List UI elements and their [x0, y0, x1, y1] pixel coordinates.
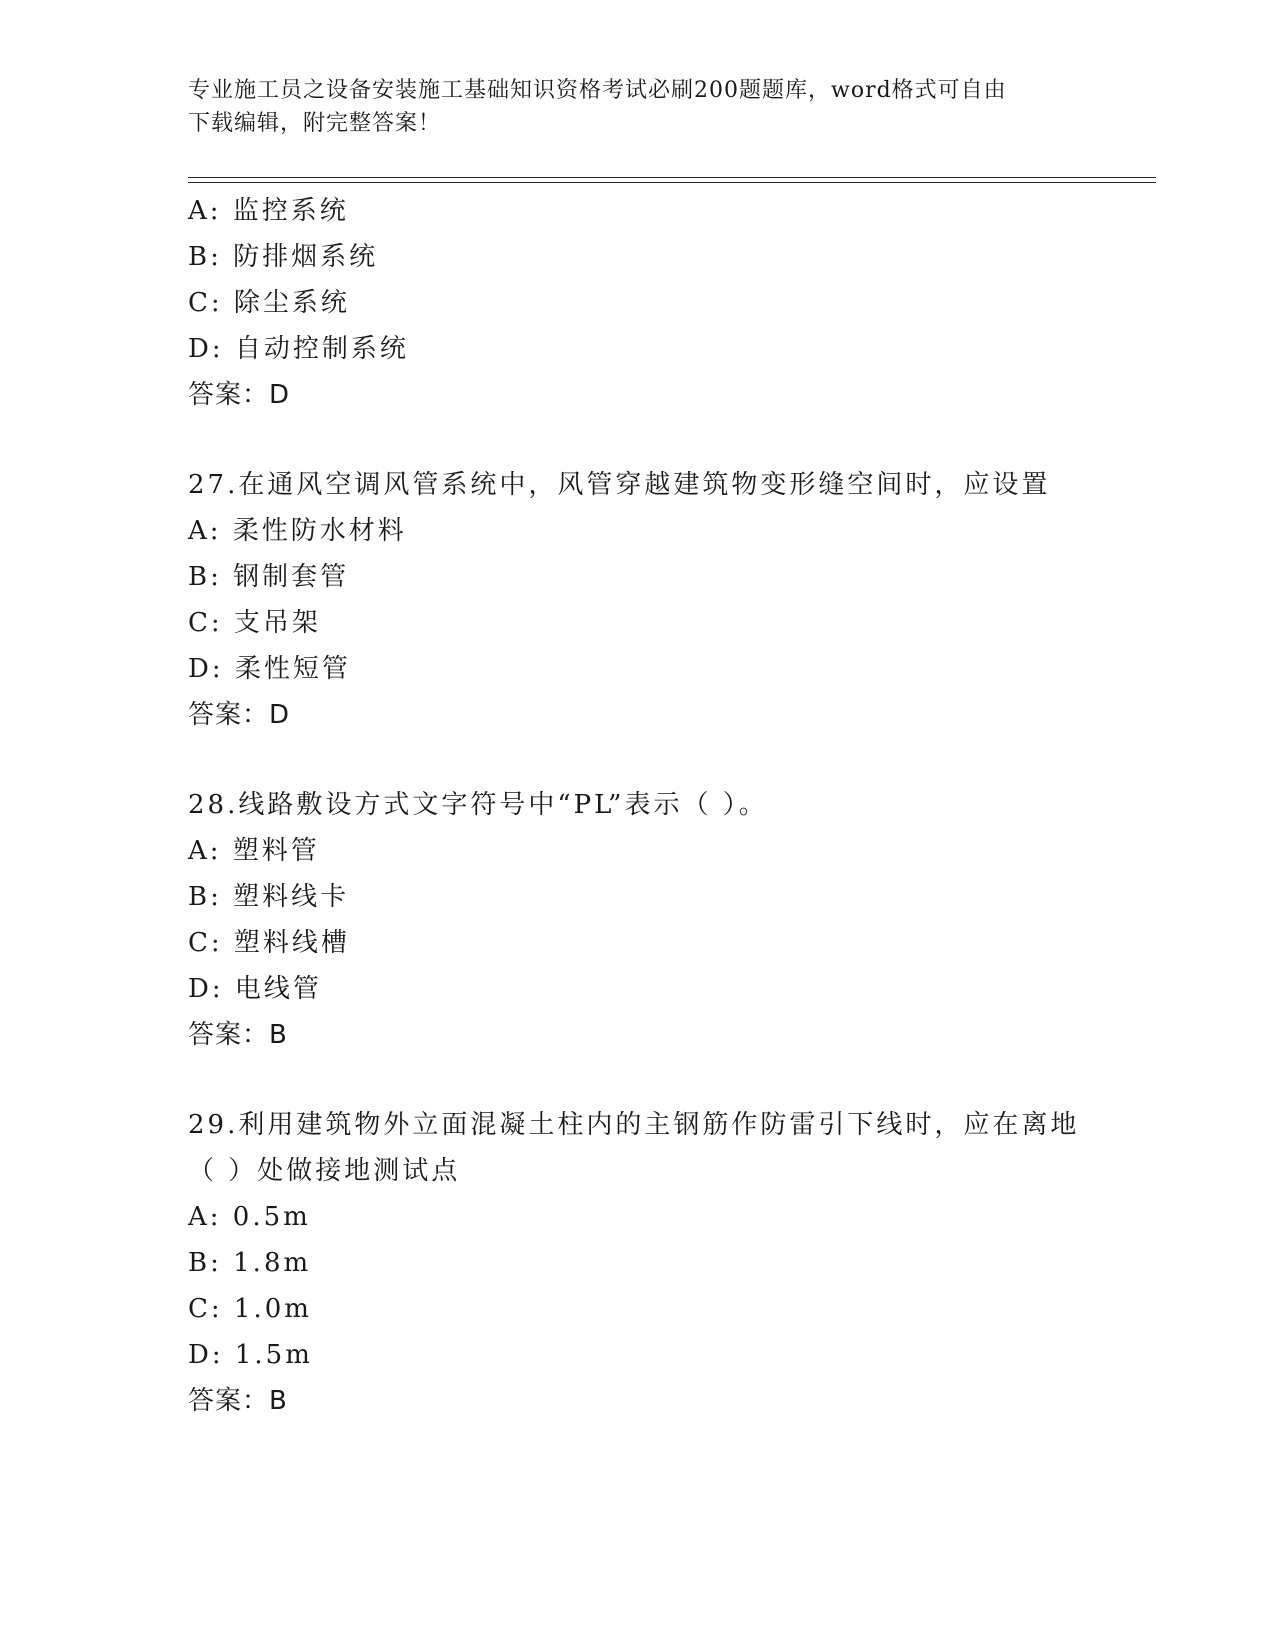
option-b: B: 1.8m — [188, 1248, 312, 1278]
option-c: C: 支吊架 — [188, 608, 321, 638]
header-divider-bottom — [188, 182, 1156, 183]
option-b: B: 塑料线卡 — [188, 882, 350, 912]
option-d: D: 电线管 — [188, 974, 322, 1004]
option-d: D: 1.5m — [188, 1340, 313, 1370]
question-text: 28.线路敷设方式文字符号中“PL”表示（ ）。 — [188, 790, 768, 820]
option-a: A: 柔性防水材料 — [188, 516, 407, 546]
header-line-1: 专业施工员之设备安装施工基础知识资格考试必刷200题题库，word格式可自由 — [188, 78, 1007, 103]
question-text: 27.在通风空调风管系统中，风管穿越建筑物变形缝空间时，应设置 — [188, 470, 1051, 500]
question-26 — [188, 188, 1148, 418]
question-list — [188, 188, 1148, 1424]
option-c: C: 1.0m — [188, 1294, 312, 1324]
question-29 — [188, 1102, 1148, 1424]
option-a: A: 监控系统 — [188, 196, 349, 226]
option-b: B: 防排烟系统 — [188, 242, 379, 272]
question-text-line-1: 29.利用建筑物外立面混凝土柱内的主钢筋作防雷引下线时，应在离地 — [188, 1110, 1080, 1140]
option-c: C: 塑料线槽 — [188, 928, 350, 958]
answer: 答案：B — [188, 1020, 288, 1050]
answer: 答案：D — [188, 380, 291, 410]
question-27 — [188, 462, 1148, 738]
option-a: A: 0.5m — [188, 1202, 311, 1232]
answer: 答案：D — [188, 700, 291, 730]
option-d: D: 柔性短管 — [188, 654, 351, 684]
option-d: D: 自动控制系统 — [188, 334, 409, 364]
header-divider-top — [188, 177, 1156, 178]
answer: 答案：B — [188, 1386, 288, 1416]
document-header — [188, 74, 1068, 140]
question-28 — [188, 782, 1148, 1058]
option-c: C: 除尘系统 — [188, 288, 350, 318]
header-line-2: 下载编辑，附完整答案！ — [188, 111, 442, 136]
option-b: B: 钢制套管 — [188, 562, 350, 592]
question-text-line-2: （ ）处做接地测试点 — [188, 1156, 461, 1186]
option-a: A: 塑料管 — [188, 836, 320, 866]
